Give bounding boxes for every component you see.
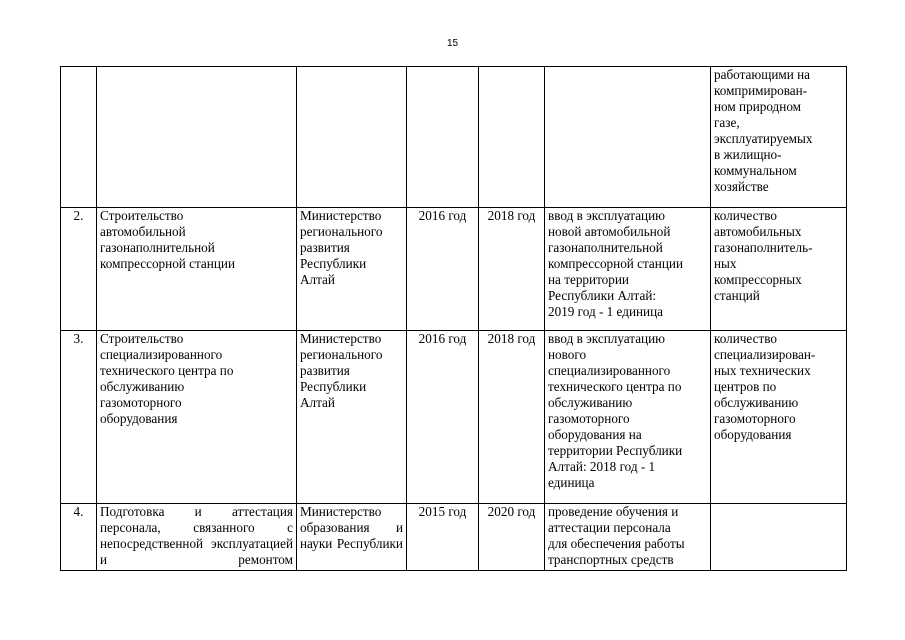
row-number-cell: 2. bbox=[61, 208, 97, 331]
page-number: 15 bbox=[446, 38, 459, 49]
row-number-cell: 3. bbox=[61, 331, 97, 504]
program-measures-table bbox=[60, 66, 847, 571]
end-year-cell: 2020 год bbox=[479, 504, 545, 571]
table-row bbox=[61, 67, 847, 208]
executor-cell: Министерство регионального развития Республики Алтай bbox=[297, 208, 407, 331]
executor-cell: Министерство образования и науки Республики bbox=[297, 504, 407, 571]
table-row bbox=[61, 208, 847, 331]
table-row bbox=[61, 504, 847, 571]
expected-result-cell: проведение обучения и аттестации персонала для обеспечения работы транспортных средств bbox=[545, 504, 711, 571]
expected-result-cell: ввод в эксплуатацию новой автомобильной газонаполнительной компрессорной станции на территории Республики Алтай: 2019 год - 1 единица bbox=[545, 208, 711, 331]
measure-name-cell: Строительство автомобильной газонаполнительной компрессорной станции bbox=[97, 208, 297, 331]
indicator-cell: работающими на компримирован- ном природном газе, эксплуатируемых в жилищно- коммунальном хозяйстве bbox=[711, 67, 847, 208]
start-year-cell: 2015 год bbox=[407, 504, 479, 571]
indicator-cell bbox=[711, 504, 847, 571]
expected-result-cell bbox=[545, 67, 711, 208]
expected-result-cell: ввод в эксплуатацию нового специализированного технического центра по обслуживанию газомоторного оборудования на территории Республики Алтай: 2018 год - 1 единица bbox=[545, 331, 711, 504]
start-year-cell bbox=[407, 67, 479, 208]
measure-name-cell: Подготовка и аттестация персонала, связанного с непосредственной эксплуатацией и ремонтом bbox=[97, 504, 297, 571]
row-number-cell: 4. bbox=[61, 504, 97, 571]
measure-name-cell bbox=[97, 67, 297, 208]
indicator-cell: количество специализирован- ных технических центров по обслуживанию газомоторного оборудования bbox=[711, 331, 847, 504]
table-row bbox=[61, 331, 847, 504]
row-number-cell bbox=[61, 67, 97, 208]
start-year-cell: 2016 год bbox=[407, 208, 479, 331]
start-year-cell: 2016 год bbox=[407, 331, 479, 504]
indicator-cell: количество автомобильных газонаполнитель- ных компрессорных станций bbox=[711, 208, 847, 331]
executor-cell: Министерство регионального развития Республики Алтай bbox=[297, 331, 407, 504]
end-year-cell: 2018 год bbox=[479, 208, 545, 331]
executor-cell bbox=[297, 67, 407, 208]
end-year-cell: 2018 год bbox=[479, 331, 545, 504]
end-year-cell bbox=[479, 67, 545, 208]
measure-name-cell: Строительство специализированного технического центра по обслуживанию газомоторного оборудования bbox=[97, 331, 297, 504]
